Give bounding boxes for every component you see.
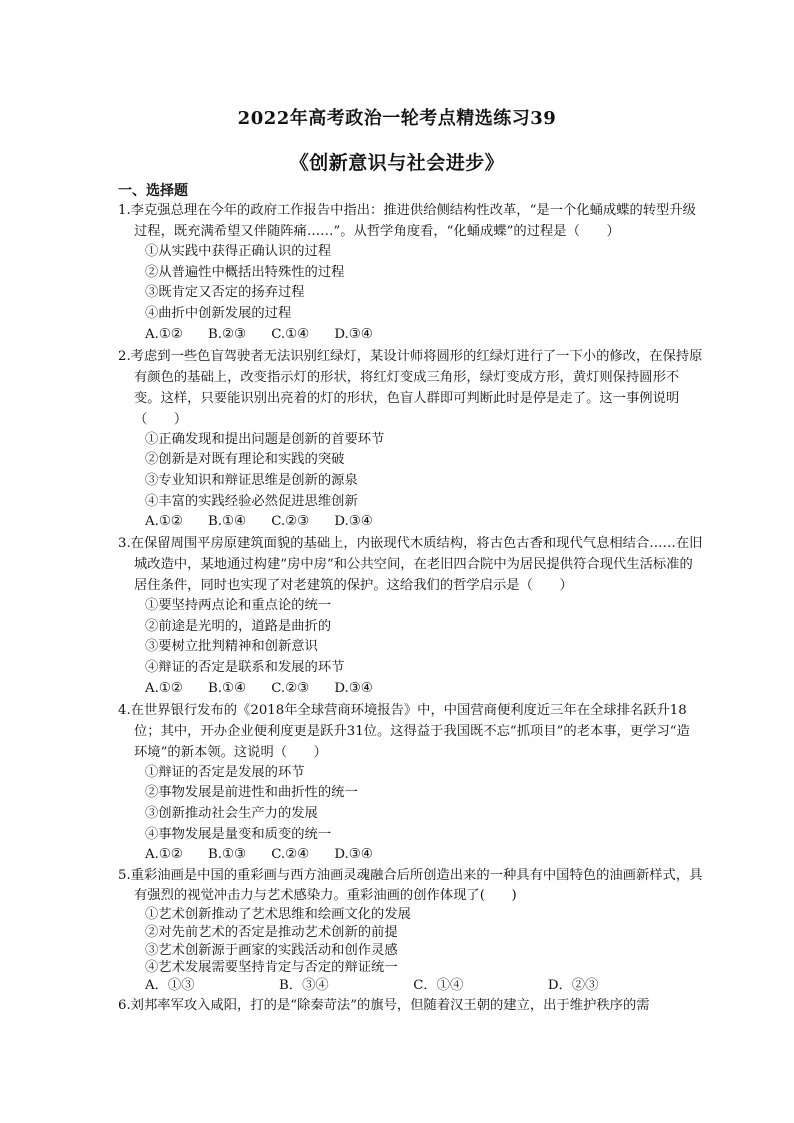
question-3 [118, 533, 703, 700]
answer-choices: A．①③ B．③④ C．①④ D．②③ [145, 978, 599, 994]
option-3: ③艺术创新源于画家的实践活动和创作灵感 [145, 942, 398, 958]
question-list [118, 200, 703, 1016]
option-3: ③既肯定又否定的扬弃过程 [145, 285, 305, 301]
page-subtitle: 《创新意识与社会进步》 [289, 152, 505, 174]
question-stem: 2.考虑到一些色盲驾驶者无法识别红绿灯，某设计师将圆形的红绿灯进行了一下小的修改，在保持原有颜色的基础上，改变指示灯的形状，将红灯变成三角形，绿灯变成方形，黄灯则保持圆形不变。这样，只要能识别出亮着的灯的形状，色盲人群即可判断此时是停是走了。这一事例说明（ ） [118, 348, 703, 427]
option-1: ①从实践中获得正确认识的过程 [145, 244, 332, 259]
question-stem: 4.在世界银行发布的《2018年全球营商环境报告》中，中国营商便利度近三年在全球排名跃升18位；其中，开办企业便利度更是跃升31位。这得益于我国既不忘“抓项目”的老本事，更学习“造环境”的新本领。这说明（ ） [118, 702, 690, 760]
option-4: ④艺术发展需要坚持肯定与否定的辩证统一 [145, 960, 398, 976]
option-1: ①艺术创新推动了艺术思维和绘画文化的发展 [145, 907, 411, 923]
question-4 [118, 700, 703, 867]
question-stem: 6.刘邦率军攻入咸阳，打的是“除秦苛法”的旗号，但随着汉王朝的建立，出于维护秩序的需 [118, 998, 650, 1014]
answer-choices: A.①② B.①④ C.②③ D.③④ [145, 680, 373, 696]
option-2: ②创新是对既有理论和实践的突破 [145, 452, 345, 468]
option-2: ②前途是光明的，道路是曲折的 [145, 618, 332, 634]
answer-choices: A.①② B.①④ C.②③ D.③④ [145, 514, 373, 530]
option-2: ②从普遍性中概括出特殊性的过程 [145, 264, 345, 280]
page-title: 2022年高考政治一轮考点精选练习39 [237, 108, 557, 129]
answer-choices: A.①② B.①③ C.②④ D.③④ [145, 847, 373, 863]
option-1: ①要坚持两点论和重点论的统一 [145, 598, 332, 614]
option-4: ④事物发展是量变和质变的统一 [145, 826, 332, 842]
answer-choices: A.①② B.②③ C.①④ D.③④ [145, 326, 373, 342]
option-4: ④丰富的实践经验必然促进思维创新 [145, 493, 358, 509]
option-1: ①辩证的否定是发展的环节 [145, 764, 305, 780]
question-1 [118, 200, 703, 346]
question-6 [118, 995, 703, 1016]
section-heading: 一、选择题 [118, 183, 188, 199]
option-3: ③专业知识和辩证思维是创新的源泉 [145, 472, 358, 488]
question-stem: 3.在保留周围平房原建筑面貌的基础上，内嵌现代木质结构，将古色古香和现代气息相结合……在旧城改造中，某地通过构建“房中房”和公共空间，在老旧四合院中为居民提供符合现代生活标准的居住条件，同时也实现了对老建筑的保护。这给我们的哲学启示是（ ） [118, 536, 703, 594]
option-3: ③要树立批判精神和创新意识 [145, 639, 318, 655]
option-4: ④曲折中创新发展的过程 [145, 306, 292, 322]
question-5 [118, 866, 703, 995]
option-3: ③创新推动社会生产力的发展 [145, 805, 318, 821]
question-stem: 5.重彩油画是中国的重彩画与西方油画灵魂融合后所创造出来的一种具有中国特色的油画新样式，具有强烈的视觉冲击力与艺术感染力。重彩油画的创作体现了( ) [118, 868, 703, 904]
question-2 [118, 346, 703, 534]
option-2: ②事物发展是前进性和曲折性的统一 [145, 785, 358, 801]
option-2: ②对先前艺术的否定是推动艺术创新的前提 [145, 924, 398, 940]
option-4: ④辩证的否定是联系和发展的环节 [145, 660, 345, 676]
option-1: ①正确发现和提出问题是创新的首要环节 [145, 431, 385, 447]
question-stem: 1.李克强总理在今年的政府工作报告中指出：推进供给侧结构性改革，“是一个化蛹成蝶的转型升级过程，既充满希望又伴随阵痛……”。从哲学角度看，“化蛹成蝶”的过程是（ ） [118, 203, 696, 239]
